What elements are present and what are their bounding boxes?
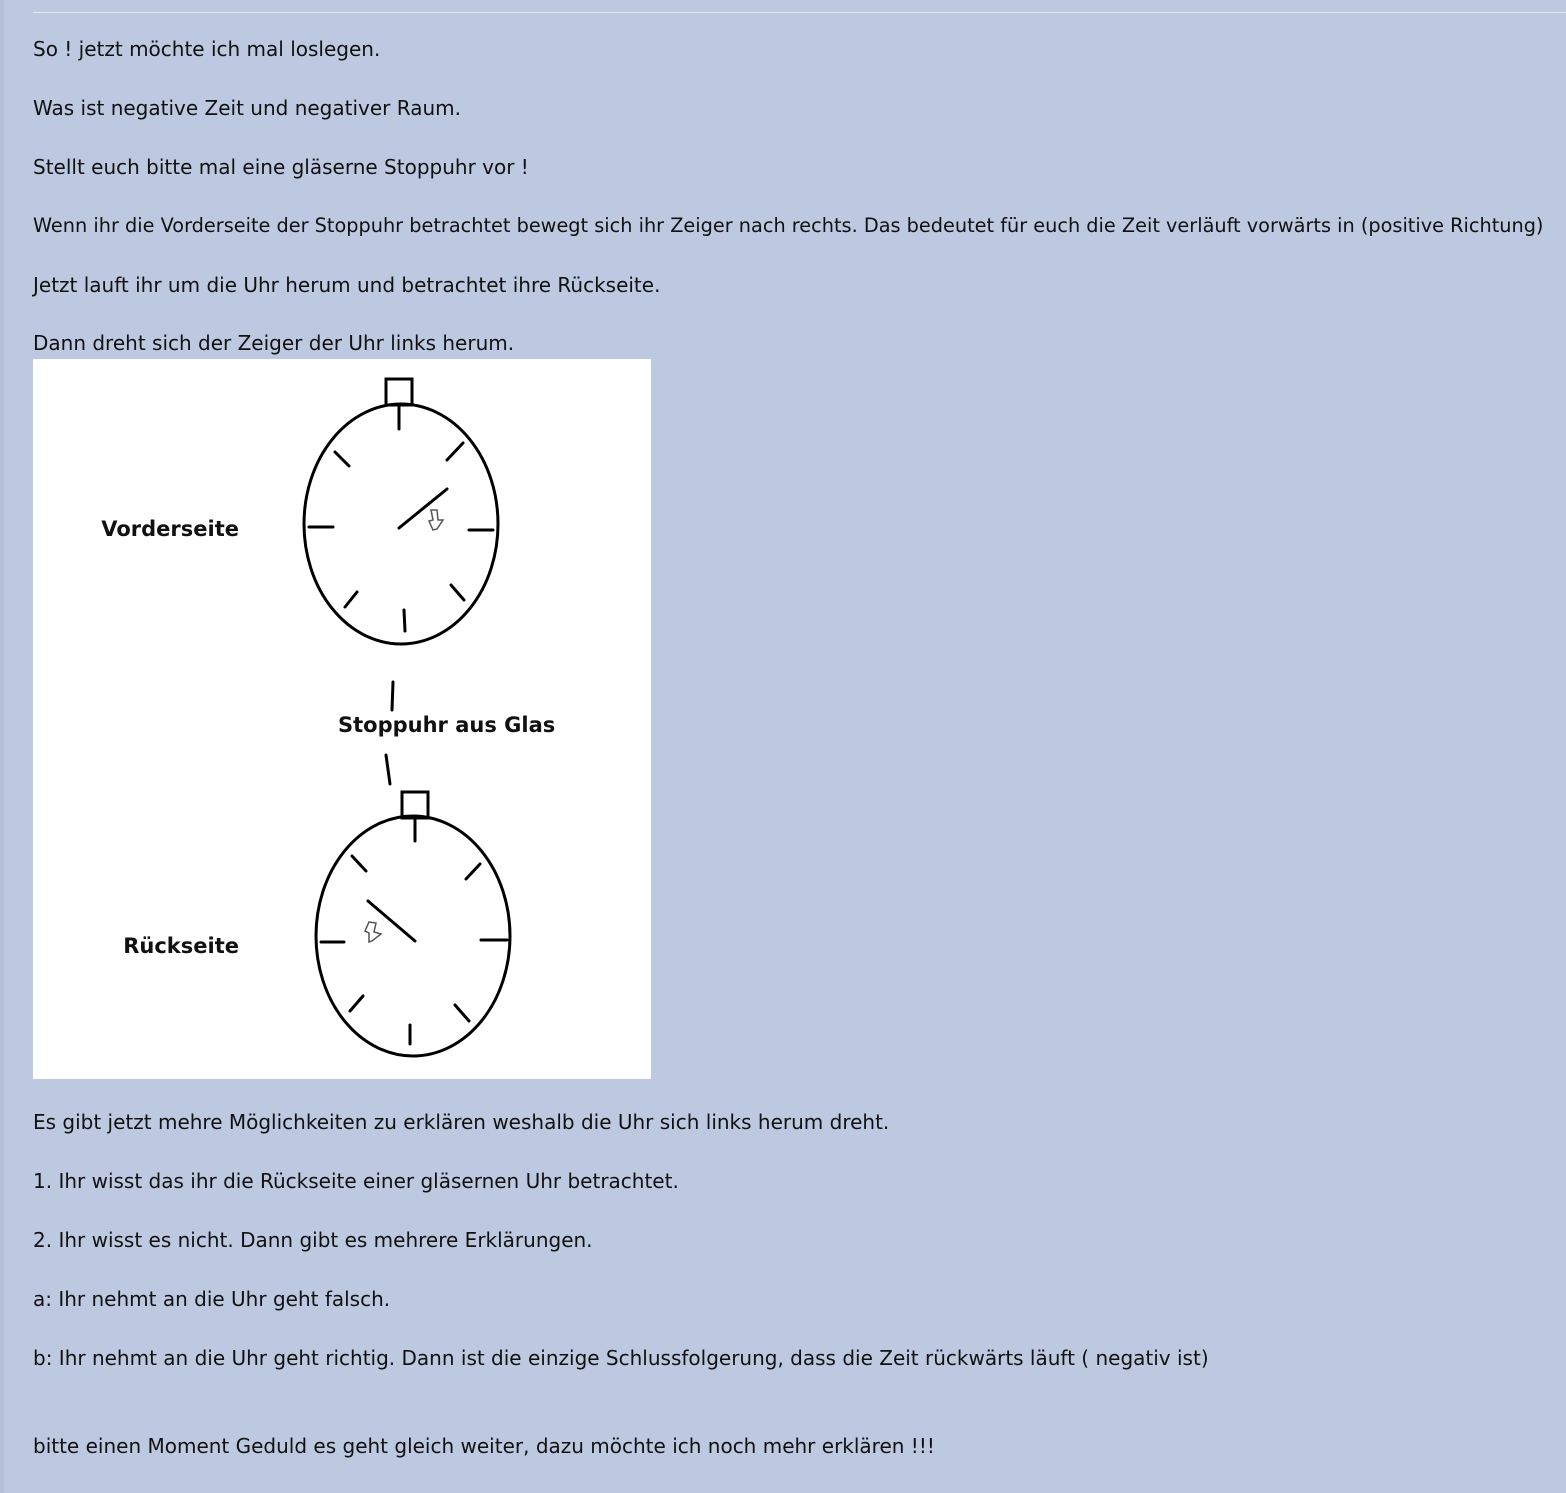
top-divider [33,12,1566,13]
label-stoppuhr-aus-glas: Stoppuhr aus Glas [338,713,556,737]
paragraph-walk-around: Jetzt lauft ihr um die Uhr herum und betrachtet ihre Rückseite. [33,273,661,297]
paragraph-closing: bitte einen Moment Geduld es geht gleich weiter, dazu möchte ich noch mehr erklären !!! [33,1434,935,1458]
front-stopwatch [304,379,498,644]
front-watch-face [304,404,498,644]
back-stopwatch [316,792,510,1056]
back-crown-button [402,792,428,818]
paragraph-counterclockwise: Dann dreht sich der Zeiger der Uhr links herum. [33,331,515,355]
paragraph-point-a: a: Ihr nehmt an die Uhr geht falsch. [33,1287,391,1311]
label-rueckseite: Rückseite [123,934,239,958]
back-watch-face [316,816,510,1056]
stopwatch-illustration [33,359,651,1079]
label-vorderseite: Vorderseite [101,517,239,541]
paragraph-point-1: 1. Ihr wisst das ihr die Rückseite einer gläsernen Uhr betrachtet. [33,1169,679,1193]
paragraph-possibilities: Es gibt jetzt mehre Möglichkeiten zu erklären weshalb die Uhr sich links herum dreht. [33,1110,890,1134]
paragraph-imagine: Stellt euch bitte mal eine gläserne Stoppuhr vor ! [33,155,529,179]
front-arrow-icon [429,510,443,530]
front-crown-button [386,379,412,405]
paragraph-intro: So ! jetzt möchte ich mal loslegen. [33,37,381,61]
paragraph-question: Was ist negative Zeit und negativer Raum. [33,96,461,120]
back-arrow-icon [365,922,381,942]
paragraph-point-2: 2. Ihr wisst es nicht. Dann gibt es mehrere Erklärungen. [33,1228,593,1252]
page-left-edge [0,0,4,1493]
paragraph-front-view: Wenn ihr die Vorderseite der Stoppuhr betrachtet bewegt sich ihr Zeiger nach rechts. Das bedeutet für euch die Zeit verläuft vorwärts in (positive Richtung) [33,214,1544,237]
paragraph-point-b: b: Ihr nehmt an die Uhr geht richtig. Dann ist die einzige Schlussfolgerung, dass die Zeit rückwärts läuft ( negativ ist) [33,1346,1209,1370]
